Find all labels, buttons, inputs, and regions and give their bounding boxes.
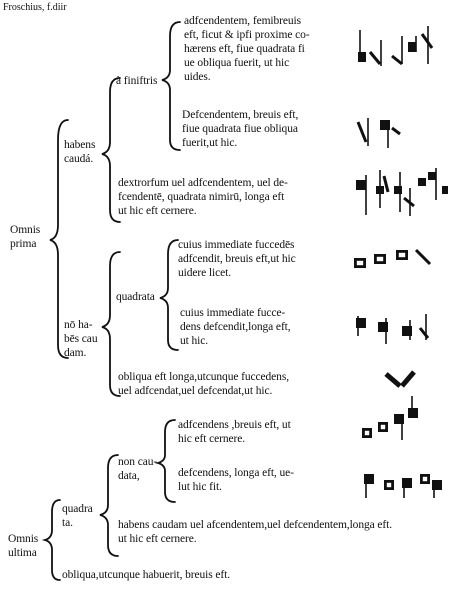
text-ascendens-ultima-2: hic eft cernere. [178,433,246,445]
brace-a-sinistris [162,22,180,150]
label-omnis-ultima-1: Omnis [8,533,39,545]
notation-descending [358,118,400,148]
notation-dextrorsum [356,168,448,216]
label-a-sinistris: à finiftris [116,75,158,87]
label-non-habens-1: nō ha- [64,319,93,331]
brace-quadrata [160,240,178,350]
text-cuius-ascendit-3: uidere licet. [178,267,231,279]
text-descendens-ultima-1: defcendens, longa eft, ue- [178,467,294,479]
text-descendentem-3: fuerit,ut hic. [182,137,238,149]
text-ascendentem-3: hærens eft, fiue quadrata fi [184,43,305,55]
label-habens-cauda-2: caudá. [64,153,94,165]
label-quadrata-ultima-1: quadra [62,503,93,515]
notation-ascending-semibreves [358,26,432,66]
label-omnis-ultima-2: ultima [8,547,37,559]
text-cuius-ascendit-2: adfcendit, breuis eft,ut hic [178,253,296,265]
page-header: Froschius, f.diir [3,2,67,13]
label-omnis-prima-1: Omnis [10,224,41,236]
notation-ultima-descending [364,474,442,498]
label-non-habens-2: bēs cau [64,333,98,345]
notation-ultima-ascending [362,396,418,440]
text-dextrorsum-1: dextrorfum uel adfcendentem, uel de- [118,177,288,189]
brace-omnis-ultima [45,500,60,580]
text-descendentem-2: fiue quadrata fiue obliqua [182,123,298,135]
text-ascendentem-5: uides. [184,71,211,83]
text-obliqua-ultima: obliqua,utcunque habuerit, breuis eft. [62,569,231,581]
text-habens-caudam-ultima-1: habens caudam uel afcendentem,uel defcendentem,longa eft. [118,519,393,531]
brace-quadrata-ultima [100,455,118,556]
text-dextrorsum-3: ut hic eft cernere. [118,205,197,217]
label-omnis-prima-2: prima [10,238,37,250]
notation-quadrata-descending [356,314,428,344]
text-cuius-ascendit-1: cuius immediate fuccedēs [178,239,295,251]
text-descendens-ultima-2: lut hic fit. [178,481,222,493]
text-obliqua-prima-2: uel adfcendat,uel defcendat,ut hic. [118,385,273,397]
text-ascendentem-4: ue obliqua fuerit, ut hic [184,57,290,69]
text-cuius-descendit-3: ut hic. [180,335,209,347]
notation-obliqua [386,372,414,386]
label-non-caudata-1: non cau- [118,456,158,468]
text-cuius-descendit-1: cuius immediate fucce- [180,307,286,319]
label-quadrata-ultima-2: ta. [62,517,73,529]
notation-quadrata-ascending [354,250,430,268]
label-non-caudata-2: data, [118,470,140,482]
text-habens-caudam-ultima-2: ut hic eft cernere. [118,533,197,545]
label-quadrata: quadrata [116,291,155,303]
brace-non-caudata [158,420,175,502]
text-ascendentem-1: adfcendentem, femibreuis [184,15,302,27]
text-ascendentem-2: eft, ficut & ipfi proxime co- [184,29,310,41]
text-descendentem-1: Defcendentem, breuis eft, [182,109,299,121]
text-dextrorsum-2: fcendentē, quadrata nimirū, longa eft [118,191,285,203]
text-ascendens-ultima-1: adfcendens ,breuis eft, ut [178,419,291,431]
label-habens-cauda-1: habens [64,139,96,151]
label-non-habens-3: dam. [64,347,87,359]
text-cuius-descendit-2: dens defcendit,longa eft, [180,321,291,333]
text-obliqua-prima-1: obliqua eft longa,utcunque fuccedens, [118,371,289,383]
